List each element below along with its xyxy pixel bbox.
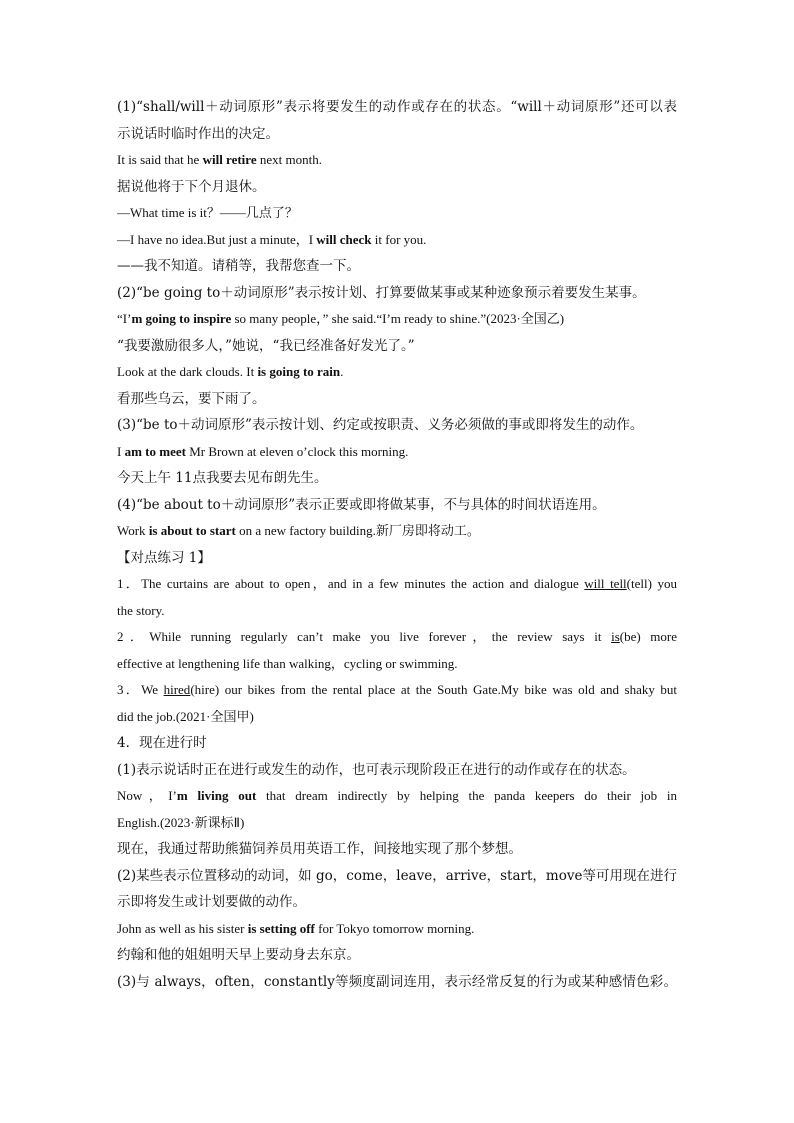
text-line	[117, 121, 677, 148]
text-line	[117, 783, 677, 810]
text-line	[117, 333, 677, 360]
text-segment: It is said that he	[117, 152, 203, 167]
text-segment: (4)“be about to＋动词原形”表示正要或即将做某事，不与具体的时间状语连用。	[117, 496, 606, 513]
text-segment: (2)某些表示位置移动的动词，如 go，come，leave，arrive，start，move等可用现在进行	[117, 867, 677, 884]
text-segment: 今天上午 11点我要去见布朗先生。	[117, 470, 328, 486]
text-line	[117, 492, 677, 519]
text-line	[117, 412, 677, 439]
text-segment: (1)表示说话时正在进行或发生的动作，也可表示现阶段正在进行的动作或存在的状态。	[117, 761, 636, 778]
text-segment: 3．We	[117, 682, 164, 697]
text-segment: Look at the dark clouds. It	[117, 364, 258, 379]
text-line	[117, 439, 677, 466]
text-segment: 示说话时临时作出的决定。	[117, 125, 279, 142]
text-segment: ——我不知道。请稍等，我帮您查一下。	[117, 258, 360, 274]
bold-phrase: am to meet	[124, 443, 186, 459]
text-segment: that dream indirectly by helping the panda keepers do their job in	[256, 788, 677, 803]
bold-phrase: will check	[316, 231, 372, 247]
text-segment: so many people，” she said.“I’m ready to shine.”(2023·全国乙)	[231, 311, 565, 326]
text-line	[117, 757, 677, 784]
text-segment: next month.	[256, 152, 322, 167]
text-line	[117, 624, 677, 651]
text-line	[117, 94, 677, 121]
bold-phrase: m going to inspire	[131, 311, 232, 326]
text-line	[117, 253, 677, 280]
text-segment: .	[340, 364, 344, 379]
text-segment: (2)“be going to＋动词原形”表示按计划、打算要做某事或某种迹象预示着要发生某事。	[117, 284, 646, 301]
text-segment: 4．现在进行时	[117, 735, 207, 751]
text-line	[117, 810, 677, 837]
answer-blank: will tell	[584, 576, 627, 591]
text-line	[117, 969, 677, 996]
text-segment: the story.	[117, 602, 165, 618]
text-segment: on a new factory building.新厂房即将动工。	[235, 523, 480, 538]
text-segment: did the job.(2021·全国甲)	[117, 708, 254, 724]
text-line	[117, 174, 677, 201]
text-segment: effective at lengthening life than walking，cycling or swimming.	[117, 655, 458, 671]
bold-phrase: m living out	[176, 788, 257, 803]
text-line	[117, 465, 677, 492]
text-segment: I	[117, 443, 125, 459]
bold-phrase: will retire	[202, 152, 257, 167]
text-segment: Work	[117, 523, 149, 538]
text-segment: 现在，我通过帮助熊猫饲养员用英语工作，间接地实现了那个梦想。	[117, 841, 522, 857]
text-segment: (be) more	[619, 629, 677, 644]
text-line	[117, 677, 677, 704]
text-line	[117, 942, 677, 969]
text-segment: Now，I’	[117, 788, 177, 803]
text-segment: —What time is it？——几点了？	[117, 205, 298, 220]
text-segment: (tell) you	[626, 576, 677, 591]
text-line	[117, 730, 677, 757]
text-segment: 2．While running regularly can’t make you live forever，the review says it	[117, 629, 612, 644]
text-line	[117, 704, 677, 731]
text-line	[117, 306, 677, 333]
text-segment: Mr Brown at eleven o’clock this morning.	[185, 443, 409, 459]
text-segment: 1．The curtains are about to open，and in a few minutes the action and dialogue	[117, 576, 585, 591]
text-segment: (3)与 always，often，constantly等频度副词连用，表示经常反复的行为或某种感情色彩。	[117, 973, 677, 990]
text-segment: (hire) our bikes from the rental place at the South Gate.My bike was old and shaky but	[190, 682, 677, 697]
text-segment: 据说他将于下个月退休。	[117, 178, 266, 195]
text-line	[117, 889, 677, 916]
bold-phrase: is about to start	[148, 523, 236, 538]
text-line	[117, 651, 677, 678]
text-segment: it for you.	[371, 231, 427, 247]
bold-phrase: is setting off	[247, 920, 315, 936]
text-segment: (1)“shall/will＋动词原形”表示将要发生的动作或存在的状态。“will＋动词原形”还可以表	[117, 99, 677, 115]
text-line	[117, 280, 677, 307]
document-page	[117, 94, 677, 995]
text-line	[117, 598, 677, 625]
text-line	[117, 836, 677, 863]
text-line	[117, 571, 677, 598]
text-line	[117, 147, 677, 174]
text-line	[117, 386, 677, 413]
text-segment: —I have no idea.But just a minute，I	[117, 231, 317, 247]
text-line	[117, 863, 677, 890]
text-line	[117, 359, 677, 386]
text-segment: (3)“be to＋动词原形”表示按计划、约定或按职责、义务必须做的事或即将发生的动作。	[117, 417, 644, 433]
text-line	[117, 916, 677, 943]
bold-phrase: is going to rain	[257, 364, 341, 379]
text-line	[117, 545, 677, 572]
text-line	[117, 227, 677, 254]
text-line	[117, 200, 677, 227]
text-segment: 示即将发生或计划要做的动作。	[117, 894, 306, 910]
text-segment: for Tokyo tomorrow morning.	[314, 920, 475, 936]
text-segment: 看那些乌云，要下雨了。	[117, 390, 266, 407]
text-segment: 【对点练习 1】	[117, 549, 211, 566]
text-segment: English.(2023·新课标Ⅱ)	[117, 814, 245, 830]
answer-blank: hired	[163, 682, 191, 697]
text-line	[117, 518, 677, 545]
answer-blank: is	[611, 629, 620, 644]
text-segment: “我要激励很多人，”她说，“我已经准备好发光了。”	[117, 337, 415, 354]
text-segment: 约翰和他的姐姐明天早上要动身去东京。	[117, 947, 360, 963]
text-segment: “I’	[117, 311, 132, 326]
text-segment: John as well as his sister	[117, 920, 248, 936]
